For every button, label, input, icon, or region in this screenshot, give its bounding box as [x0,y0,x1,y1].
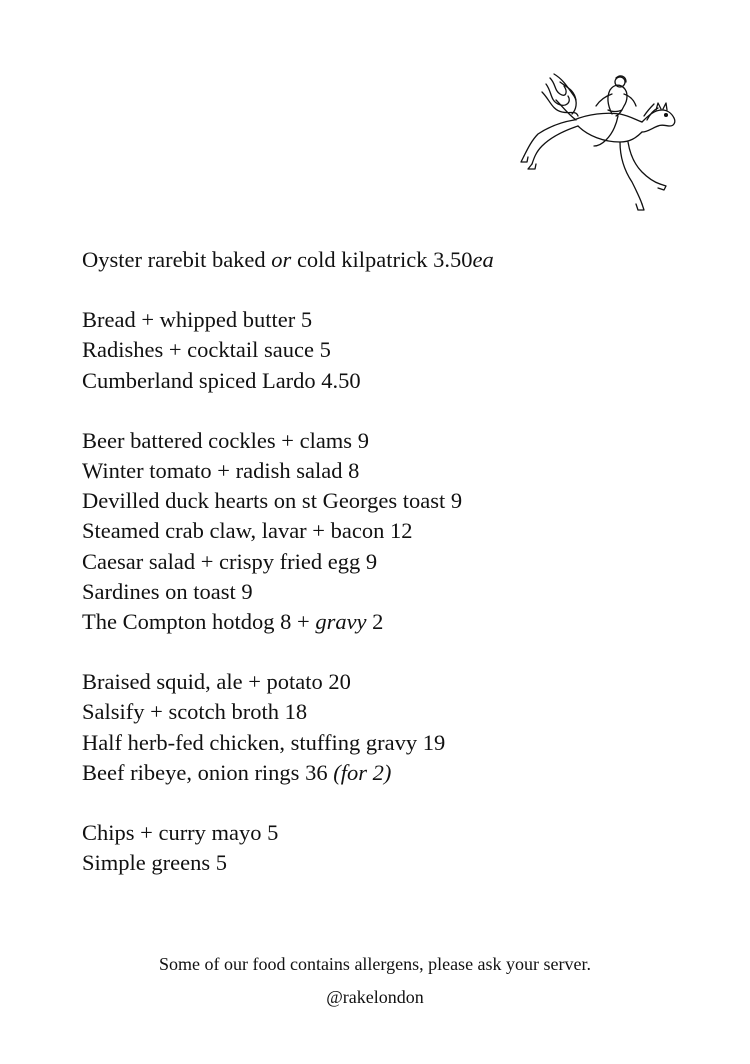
menu-item [82,456,702,486]
menu-item [82,366,702,396]
menu-item [82,697,702,727]
menu-item [82,305,702,335]
menu-item [82,486,702,516]
menu-item [82,818,702,848]
social-handle: @rakelondon [326,987,424,1007]
menu-item-text: Radishes + cocktail sauce 5 [82,337,331,363]
menu-item [82,516,702,546]
menu-item-text: Steamed crab claw, lavar + bacon 12 [82,518,413,544]
menu-item [82,728,702,758]
menu-item-text: Cumberland spiced Lardo 4.50 [82,367,361,393]
menu-section [82,667,702,788]
menu-item [82,667,702,697]
menu-item [82,245,702,275]
menu-list [82,245,702,908]
allergen-note: Some of our food contains allergens, please ask your server. [158,954,592,974]
menu-item [82,758,702,788]
menu-item-italic-text: ea [472,247,494,272]
menu-item [82,547,702,577]
menu-item-text: Devilled duck hearts on st Georges toast 9 [82,488,463,514]
menu-item-text: Sardines on toast 9 [82,578,253,604]
menu-item [82,848,702,878]
menu-item-text: Simple greens 5 [82,850,227,876]
menu-item-text: Oyster rarebit baked [82,247,272,272]
menu-section [82,245,702,275]
menu-item-text: Chips + curry mayo 5 [82,820,279,846]
menu-item-text: Beer battered cockles + clams 9 [82,427,369,453]
menu-item-text: 2 [366,609,384,635]
menu-section [82,818,702,878]
menu-item-text: Salsify + scotch broth 18 [82,699,308,725]
menu-item-text: Caesar salad + crispy fried egg 9 [82,548,378,574]
rider-on-winged-horse-icon [516,70,680,218]
menu-item [82,577,702,607]
menu-item-text: Beef ribeye, onion rings 36 [82,759,334,785]
menu-item-italic-text: (for 2) [333,759,392,785]
menu-item [82,426,702,456]
menu-item-text: The Compton hotdog 8 + [82,609,316,635]
menu-item [82,335,702,365]
menu-item-text: Bread + whipped butter 5 [82,307,313,333]
menu-item-text: Half herb-fed chicken, stuffing gravy 19 [82,729,446,755]
menu-item-text: Winter tomato + radish salad 8 [82,458,360,484]
menu-section [82,305,702,396]
menu-item-italic-text: or [271,247,292,272]
menu-section [82,426,702,637]
menu-item-text: Braised squid, ale + potato 20 [82,669,351,695]
menu-item-italic-text: gravy [315,609,367,635]
menu-item-text: cold kilpatrick 3.50 [291,247,473,272]
menu-item [82,607,702,637]
